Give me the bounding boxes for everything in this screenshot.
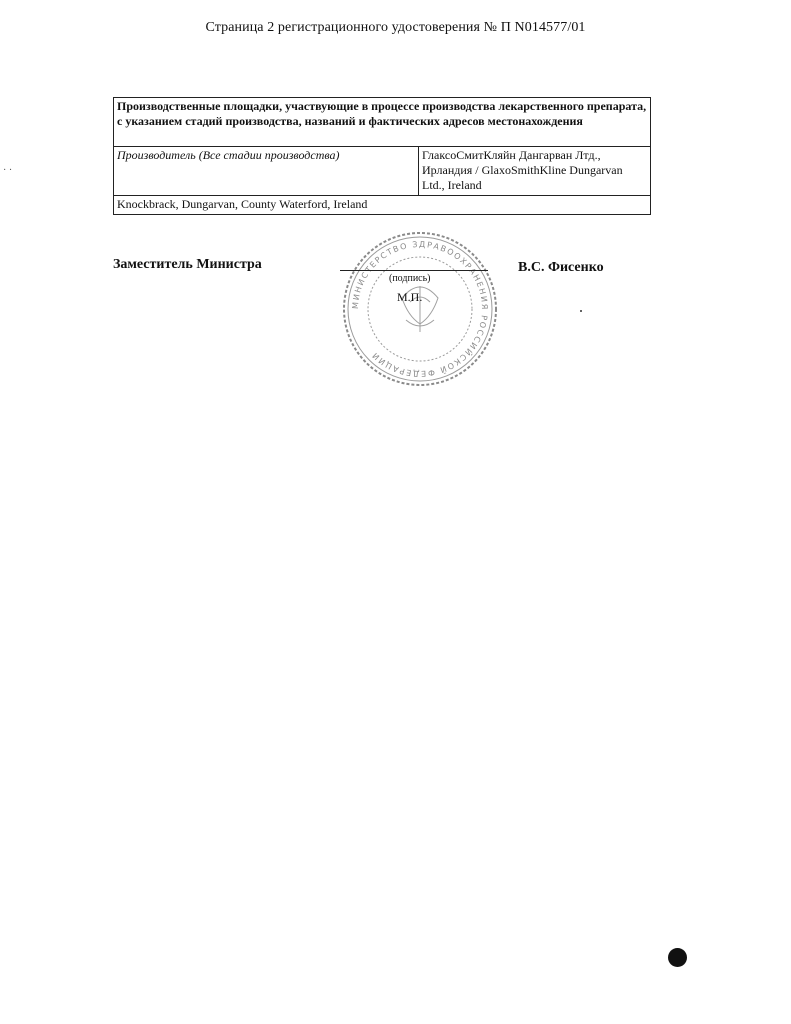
signature-line (340, 270, 488, 271)
official-seal-icon (340, 228, 500, 390)
seal-ring-text: МИНИСТЕРСТВО ЗДРАВООХРАНЕНИЯ РОССИЙСКОЙ ФЕДЕРАЦИИ (350, 239, 490, 379)
signer-name: В.С. Фисенко (518, 260, 604, 275)
stamp-place-label: М.П. (397, 290, 423, 304)
page-header: Страница 2 регистрационного удостоверения № П N014577/01 (205, 20, 586, 35)
table-header-row (114, 98, 651, 147)
production-sites-table (113, 97, 651, 215)
table-row (114, 147, 651, 196)
scan-noise: · · (3, 165, 13, 176)
scan-speck (580, 310, 582, 312)
production-sites-heading: Производственные площадки, участвующие в процессе производства лекарственного препарата, с указанием стадий производства, названий и фактических адресов местонахождения (114, 98, 651, 147)
filled-circle-icon (668, 948, 687, 967)
table-row (114, 196, 651, 215)
manufacturer-company-cell: ГлаксоСмитКляйн Дангарван Лтд., Ирландия / GlaxoSmithKline Dungarvan Ltd., Ireland (419, 147, 651, 196)
signer-title: Заместитель Министра (113, 257, 262, 272)
signature-caption: (подпись) (389, 273, 431, 284)
manufacturer-role-cell: Производитель (Все стадии производства) (114, 147, 419, 196)
manufacturer-address-cell: Knockbrack, Dungarvan, County Waterford, Ireland (114, 196, 651, 215)
